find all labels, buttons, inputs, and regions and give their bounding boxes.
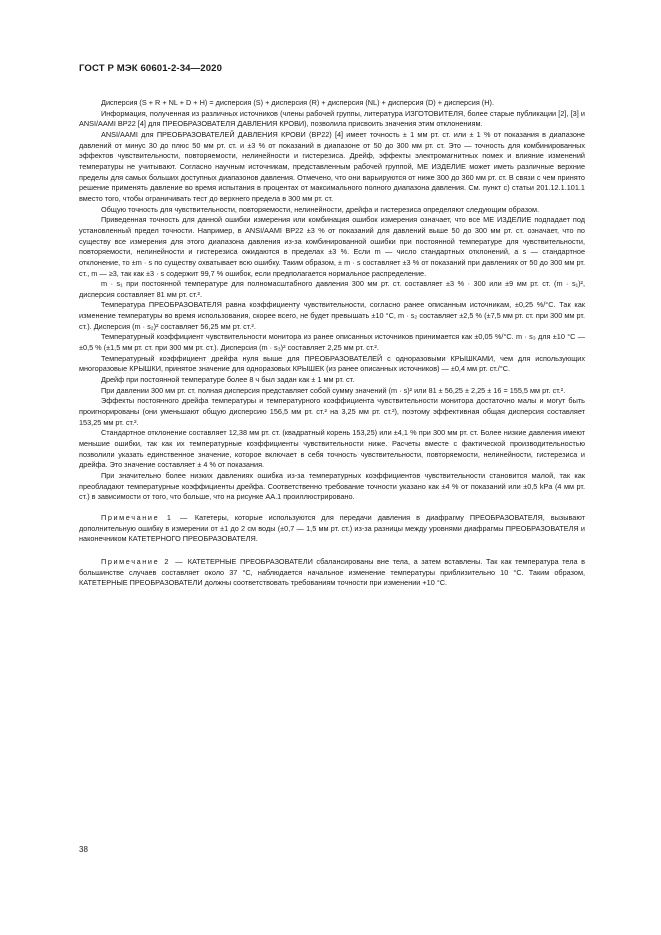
note-text: КАТЕТЕРНЫЕ ПРЕОБРАЗОВАТЕЛИ сбалансированы вне тела, а затем вставлены. Так как температура тела в большинстве случаев составляет около 37 °С, наблюдается начальное изменение температуры приблизительно 10 °С. Таким образом, КАТЕТЕРНЫЕ ПРЕОБРАЗОВАТЕЛИ должны соответствовать требованиям точности при изменении +10 °С.: [79, 556, 586, 588]
paragraph: Общую точность для чувствительности, повторяемости, нелинейности, дрейфа и гистерезиса определяют следующим образом.: [101, 204, 540, 214]
paragraph: Температурный коэффициент чувствительности монитора из ранее описанных источников принимается как ±0,05 %/°С. m · s₃ для ±10 °С — ±0,5 % (±1,5 мм рт. ст. при 300 мм рт. ст.). Дисперсия (m · s₃)² составляет 2,25 мм рт. ст.².: [79, 332, 585, 353]
body-text: [79, 98, 585, 589]
paragraph: m · s₁ при постоянной температуре для полномасштабного давления 300 мм рт. ст. составляет ±3 % · 300 или ±9 мм рт. ст. (m · s₁)², дисперсия составляет 81 мм рт. ст.².: [79, 279, 585, 299]
note-label: Примечание 2 —: [101, 556, 185, 566]
page-number: 38: [79, 845, 88, 854]
paragraph: Информация, полученная из различных источников (члены рабочей группы, литература ИЗГОТОВИТЕЛЯ, более старые публикации [2], [3] и ANSI/AAMI BP22 [4] для ПРЕОБРАЗОВАТЕЛЯ ДАВЛЕНИЯ КРОВИ), позволила присвоить значения этим отклонениям.: [79, 108, 585, 129]
paragraph: Приведенная точность для данной ошибки измерения или комбинация ошибок измерения означает, что все МЕ ИЗДЕЛИЕ подпадает под установленный предел точности. Например, в ANSI/AAMI BP22 ±3 % от показаний для давлений выше 50 до 300 мм рт. ст. означает, что по существу все измерения для этого диапазона давления из-за комбинированной ошибки при постоянной температуре для чувствительности, повторяемости, нелинейности и гистерезиса ожидаются в пределах ±3 %. Если m — число стандартных отклонений, а s — стандартное отклонение, то ±m · s по существу охватывает всю ошибку. Таким образом, ± m · s составляет ±3 % от показаний при давлениях от 50 до 300 мм рт. ст., m — ≥3, так как ±3 · s содержит 99,7 % ошибок, если предполагается нормальное распределение.: [79, 215, 585, 278]
note-2: [79, 557, 585, 589]
paragraph: Дисперсия (S + R + NL + D + H) = дисперсия (S) + дисперсия (R) + дисперсия (NL) + дисперсия (D) + дисперсия (H).: [101, 98, 494, 107]
note-label: Примечание 1 —: [101, 512, 189, 522]
standard-header: ГОСТ Р МЭК 60601-2-34—2020: [79, 63, 223, 74]
paragraph: Температура ПРЕОБРАЗОВАТЕЛЯ равна коэффициенту чувствительности, согласно ранее описанным источникам, ±0,25 %/°С. Так как изменение температуры во время использования, скорее всего, не будет превышать ±10 °С, m · s₂ составляет ±2,5 % (±7,5 мм рт. ст. при 300 мм рт. ст.). Дисперсия (m · s₂)² составляет 56,25 мм рт. ст.².: [79, 300, 585, 331]
paragraph: Температурный коэффициент дрейфа нуля выше для ПРЕОБРАЗОВАТЕЛЕЙ с одноразовыми КРЫШКАМИ, чем для использующих многоразовые КРЫШКИ, принятое значение для одноразовых КРЫШЕК (из ранее описанных источников) — ±0,4 мм рт. ст./°С.: [79, 353, 585, 374]
paragraph: Стандартное отклонение составляет 12,38 мм рт. ст. (квадратный корень 153,25) или ±4,1 % при 300 мм рт. ст. Более низкие давления имеют меньшие ошибки, так как их температурные коэффициенты чувствительности ниже. Расчеты вместе с фактической производительностью позволили указать единственное значение, которое включает в себя точность чувствительности, повторяемости, нелинейности, гистерезиса и дрейфа. Это значение составляет ± 4 % от показания.: [79, 428, 585, 470]
paragraph: При значительно более низких давлениях ошибка из-за температурных коэффициентов чувствительности становится малой, так как преобладают температурные коэффициенты дрейфа. Соответственно требование точности указано как ±4 % от показаний или ±0,5 kPa (4 мм рт. ст.) в зависимости от того, что больше, что на рисунке АА.1 проиллюстрировано.: [79, 470, 585, 502]
paragraph: Дрейф при постоянной температуре более 8 ч был задан как ± 1 мм рт. ст.: [101, 375, 355, 385]
note-text: Катетеры, которые используются для передачи давления в диафрагму ПРЕОБРАЗОВАТЕЛЯ, вызывают дополнительную ошибку в измерении от ±1 до 2 см воды (±0,7 — 1,5 мм рт. ст.) из-за разницы между уровнями диафрагмы ПРЕОБРАЗОВАТЕЛЯ и наконечником КАТЕТЕРНОГО ПРЕОБРАЗОВАТЕЛЯ.: [79, 512, 586, 544]
paragraph: ANSI/AAMI для ПРЕОБРАЗОВАТЕЛЕЙ ДАВЛЕНИЯ КРОВИ (BP22) [4] имеет точность ± 1 мм рт. ст. или ± 1 % от показания в диапазоне давлений от минус 30 до плюс 50 мм рт. ст. и ±3 % от показаний в диапазоне от 50 до 300 мм рт. ст. Это — точность для комбинированных эффектов чувствительности, повторяемости, нелинейности и гистерезиса. Дрейф, эффекты электромагнитных помех и влияние изменений температуры не учитывают. Согласно научным источникам, представленным рабочей группой, МЕ ИЗДЕЛИЕ может иметь различные верхние пределы для самых больших доступных диапазонов давления. Отмечено, что они варьируются от ниже 300 до 360 мм рт. ст. В связи с чем принято решение применять давление во время испытания в процентах от максимального полного диапазона давления. См. пункт с) статьи 201.12.1.101.1 вместо того, чтобы ограничивать тест до верхнего предела в 300 мм рт. ст.: [79, 129, 585, 203]
paragraph: При давлении 300 мм рт. ст. полная дисперсия представляет собой сумму значений (m · s)² или 81 ± 56,25 ± 2,25 ± 16 = 155,5 мм рт. ст.².: [101, 385, 566, 395]
note-1: [79, 513, 585, 545]
paragraph: Эффекты постоянного дрейфа температуры и температурного коэффициента чувствительности монитора достаточно малы и могут быть проигнорированы (они уменьшают общую дисперсию 156,5 мм рт. ст.² на 3,25 мм рт. ст.²), поэтому эффективная общая дисперсия составляет 153,25 мм рт. ст.².: [79, 396, 585, 427]
